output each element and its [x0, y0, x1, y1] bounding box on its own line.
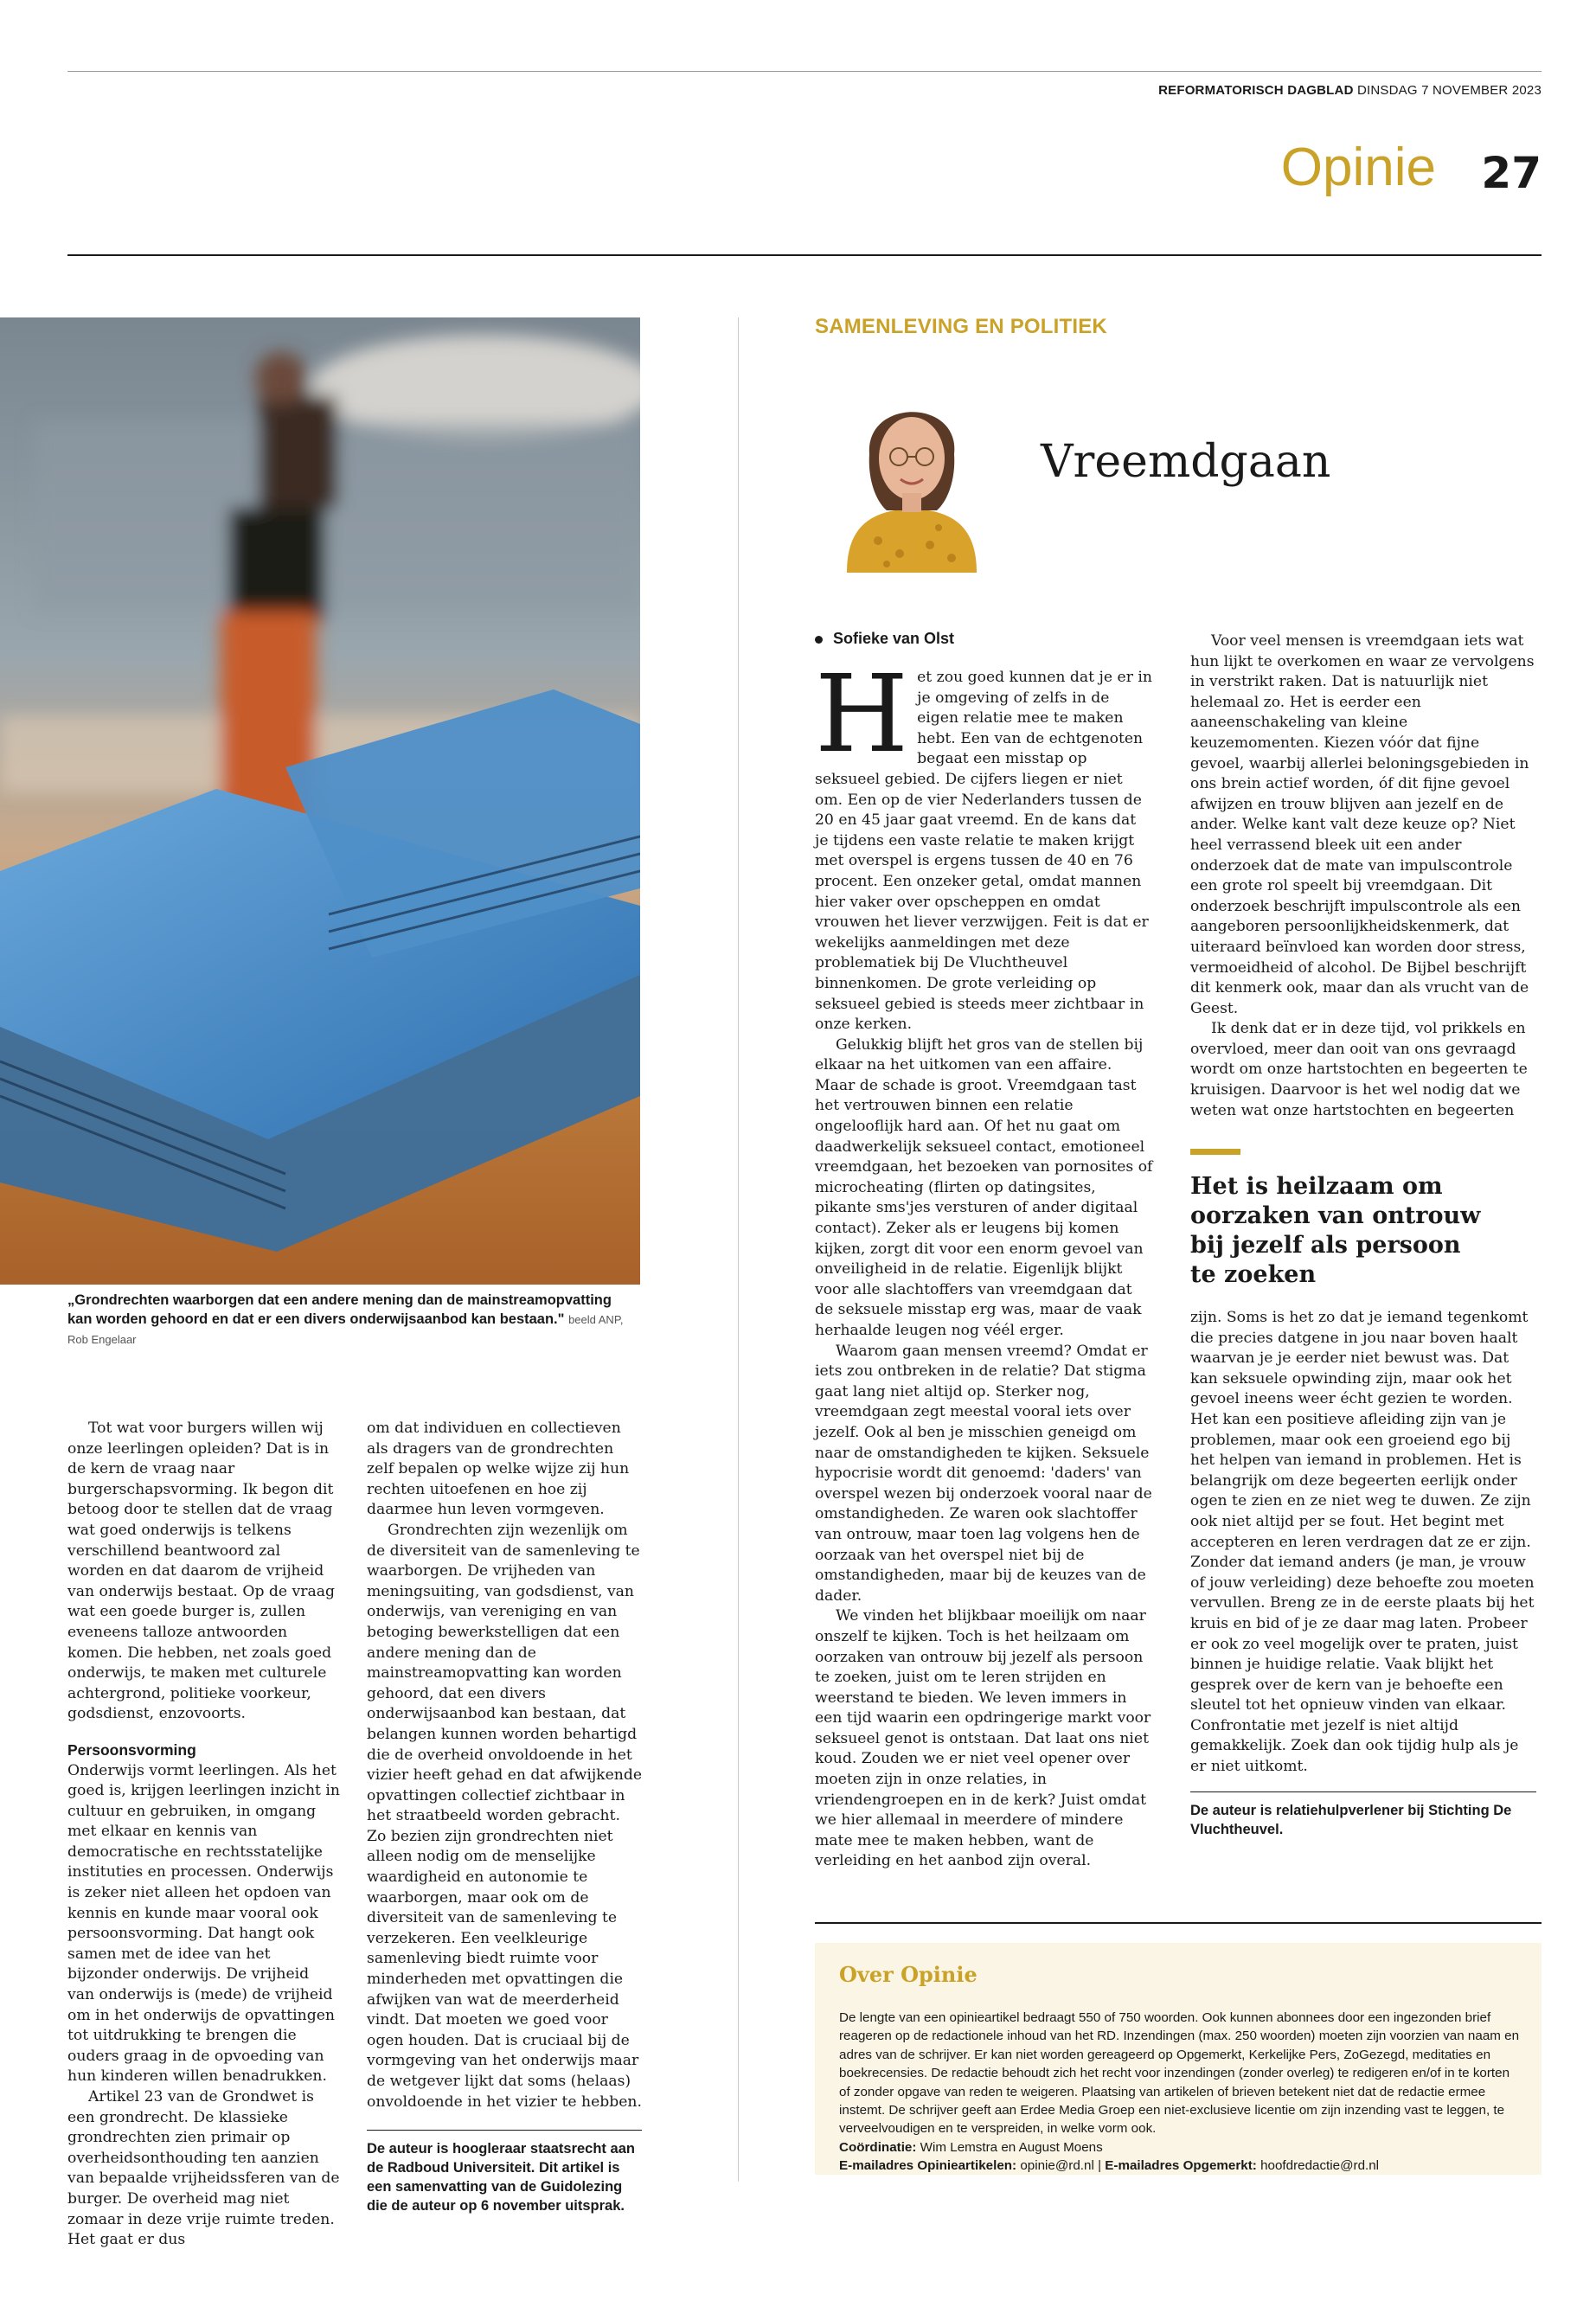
page-number: 27: [1481, 148, 1542, 198]
email-opinie-label: E-mailadres Opinieartikelen:: [839, 2158, 1017, 2174]
email-opinie-link[interactable]: opinie@rd.nl: [1020, 2158, 1094, 2174]
coordination: Wim Lemstra en August Moens: [920, 2139, 1103, 2155]
separator: |: [1098, 2158, 1102, 2174]
info-box: [815, 1943, 1542, 2175]
column-divider: [738, 317, 739, 2182]
right-article-column-2-continued: [1190, 1308, 1536, 1839]
article-photo: [0, 317, 640, 1285]
section-title: Opinie: [1280, 138, 1436, 197]
photo-illustration: [0, 317, 640, 1285]
quote-accent-bar: [1190, 1149, 1240, 1155]
subheading: Persoonsvorming: [67, 1740, 196, 1759]
header-rule: [67, 254, 1542, 256]
coordination-label: Coördinatie:: [839, 2139, 917, 2155]
right-article-column-2: [1190, 631, 1536, 1121]
paragraph: Gelukkig blijft het gros van de stellen bij elkaar na het uitkomen van een affaire. Maar de schade is groot. Vreemdgaan tast het vertrouwen binnen een relatie ongelooflijk hard aan. Of het nu gaat om daadwerkelijk seksueel contact, emotioneel vreemdgaan, het bezoeken van pornosites of microcheating (flirten op datingsites, pikante sms'jes versturen of ander digitaal contact). Zeker als er leugens bij komen kijken, zorgt dit voor een enorm gevoel van onveiligheid in de relatie. Eigenlijk blijkt voor alle slachtoffers van vreemdgaan dat de seksuele misstap erg was, maar de vaak herhaalde leugen nog véél erger.: [815, 1035, 1153, 1339]
left-article-column-2: [367, 1419, 642, 2215]
email-opgemerkt-link[interactable]: hoofdredactie@rd.nl: [1260, 2158, 1380, 2174]
paragraph: Voor veel mensen is vreemdgaan iets wat hun lijkt te overkomen en waar ze vervolgens in verstrikt raken. Dat is natuurlijk niet helemaal zo. Het is eerder een aaneenschakeling van kleine keuzemomenten. Kiezen vóór dat fijne gevoel, waarbij allerlei beloningsgebieden in ons brein actief worden, óf dit fijne gevoel afwijzen en trouw blijven aan jezelf en de ander. Welke kant valt deze keuze op? Niet heel verrassend bleek uit een ander onderzoek dat de mate van impulscontrole een grote rol speelt bij vreemdgaan. Dit onderzoek beschrijft impulscontrole als een aangeboren persoonlijkheidskenmerk, dat uiteraard beïnvloed kan worden door stress, vermoeidheid of alcohol. De Bijbel beschrijft dit kenmerk ook, maar dan als vrucht van de Geest.: [1190, 632, 1535, 1017]
kicker: SAMENLEVING EN POLITIEK: [815, 315, 1107, 338]
paragraph: Grondrechten zijn wezenlijk om de diversiteit van de samenleving te waarborgen. De vrijheden van meningsuiting, van godsdienst, van onderwijs, van vereniging en van betoging bewerkstelligen dat een andere mening dan de mainstreamopvatting kan worden gehoord, dat een divers onderwijsaanbod kan bestaan, dat belangen kunnen worden behartigd die de overheid onvoldoende in het vizier heeft gehad en dat afwijkende opvattingen collectief zichtbaar in het straatbeeld worden gebracht. Zo bezien zijn grondrechten niet alleen nodig om de menselijke waardigheid en autonomie te waarborgen, maar ook om de diversiteit van de samenleving te verzekeren. Een veelkleurige samenleving biedt ruimte voor minderheden met opvattingen die afwijken van wat de meerderheid vindt. Dat moeten we goed voor ogen houden. Dat is cruciaal bij de vormgeving van het onderwijs maar de wetgever lijkt dat soms (helaas) onvoldoende in het vizier te hebben.: [367, 1521, 643, 2111]
photo-credit: beeld ANP, Rob Engelaar: [67, 1313, 624, 1346]
byline: [815, 630, 954, 648]
box-rule: [815, 1922, 1542, 1924]
right-article-column-1: [815, 652, 1154, 1872]
author-note: De auteur is hoogleraar staatsrecht aan de Radboud Universiteit. Dit artikel is een samenvatting van de Guidolezing die de auteur op 6 november uitsprak.: [367, 2130, 642, 2215]
paragraph: om dat individuen en collectieven als dragers van de grondrechten zelf bepalen op welke wijze zij hun rechten uitoefenen en hoe zij daarmee hun leven vormgeven.: [367, 1420, 630, 1519]
pull-quote: Het is heilzaam om oorzaken van ontrouw bij jezelf als persoon te zoeken: [1190, 1173, 1481, 1288]
paragraph: Onderwijs vormt leerlingen. Als het goed is, krijgen leerlingen inzicht in cultuur en gebruiken, in omgang met elkaar en kennis van democratische en rechtsstatelijke instituties en processen. Onderwijs is zeker niet alleen het opdoen van kennis en kunde maar vooral ook persoonsvorming. Dat hangt ook samen met de idee van het bijzonder onderwijs. De vrijheid van onderwijs is (mede) de vrijheid om in het onderwijs de opvattingen tot uitdrukking te brengen die ouders graag in de opvoeding van hun kinderen willen benadrukken.: [67, 1761, 340, 2086]
drop-cap: H: [815, 652, 909, 777]
bullet-icon: [815, 636, 823, 644]
article-headline: Vreemdgaan: [1041, 436, 1331, 488]
caption-text: „Grondrechten waarborgen dat een andere mening dan de mainstreamopvatting kan worden gehoord en dat er een divers onderwijsaanbod kan bestaan.": [67, 1292, 612, 1327]
paragraph: Artikel 23 van de Grondwet is een grondrecht. De klassieke grondrechten zien primair op overheidsonthouding ten aanzien van bepaalde vrijheidssferen van de burger. De overheid mag niet zomaar in deze vrije ruimte treden. Het gaat er dus: [67, 2088, 340, 2249]
masthead-rule: [67, 71, 1542, 72]
info-box-body: [839, 2009, 1521, 2176]
lead-text: et zou goed kunnen dat je er in je omgeving of zelfs in de eigen relatie mee te maken hebt. Een van de echtgenoten begaat een misstap op seksueel gebied. De cijfers liegen er niet om. Een op de vier Nederlanders tussen de 20 en 45 jaar gaat vreemd. En de kans dat je tijdens een vaste relatie te maken krijgt met overspel is ergens tussen de 40 en 76 procent. Een onzeker getal, omdat mannen hier vaker over opscheppen en omdat vrouwen het liever verzwijgen. Feit is dat er wekelijks aanmeldingen met deze problematiek bij De Vluchtheuvel binnenkomen. De grote verleiding op seksueel gebied is steeds meer zichtbaar in onze kerken.: [815, 669, 1152, 1034]
paragraph: zijn. Soms is het zo dat je iemand tegenkomt die precies datgene in jou naar boven haalt waarvan je je eerder niet bewust was. Dat kan seksuele opwinding zijn, maar ook het gevoel ineens weer écht gezien te worden. Het kan een positieve afleiding zijn van je problemen, maar ook een groeiend ego bij het helpen van iemand in problemen. Het is belangrijk om deze begeerten eerlijk onder ogen te zien en ze niet weg te duwen. Ze zijn ook niet altijd per se fout. Het begint met accepteren en leren verdragen dat ze er zijn. Zonder dat iemand anders (je man, je vrouw of jouw verleiding) deze behoefte zou moeten vervullen. Breng ze in de eerste plaats bij het kruis en bid of je ze daar mag laten. Probeer er ook zo veel mogelijk over te praten, juist binnen je huidige relatie. Vaak blijkt het gesprek over de kern van je behoefte een sleutel tot het opnieuw vinden van elkaar. Confrontatie met jezelf is niet altijd gemakkelijk. Zoek dan ook tijdig hulp als je er niet uitkomt.: [1190, 1309, 1535, 1776]
masthead: [1158, 83, 1542, 98]
photo-caption: [67, 1291, 638, 1349]
paragraph: [815, 652, 1154, 1035]
author-note: De auteur is relatiehulpverlener bij Stichting De Vluchtheuvel.: [1190, 1791, 1536, 1839]
portrait-illustration: [835, 372, 989, 573]
paragraph: Ik denk dat er in deze tijd, vol prikkels en overvloed, meer dan ooit van ons gevraagd wordt om onze hartstochten en begeerten te kruisigen. Daarvoor is het wel nodig dat we weten wat onze hartstochten en begeerten: [1190, 1020, 1528, 1119]
info-box-title: Over Opinie: [839, 1962, 977, 1987]
paper-name: REFORMATORISCH DAGBLAD: [1158, 83, 1354, 98]
issue-date: DINSDAG 7 NOVEMBER 2023: [1356, 83, 1542, 98]
paragraph: Waarom gaan mensen vreemd? Omdat er iets zou ontbreken in de relatie? Dat stigma gaat lang niet altijd op. Sterker nog, vreemdgaan zegt meestal vooral iets over jezelf. Ook al ben je misschien geneigd om naar de omstandigheden te kijken. Seksuele hypocrisie wordt dit genoemd: 'daders' van overspel wezen bij onderzoek vooral naar de omstandigheden. Ze waren ook slachtoffer van ontrouw, maar toen lag volgens hen de oorzaak van het overspel niet bij de omstandigheden, maar bij de keuzes van de dader.: [815, 1342, 1152, 1605]
paragraph: Tot wat voor burgers willen wij onze leerlingen opleiden? Dat is in de kern de vraag naar burgerschapsvorming. Ik begon dit betoog door te stellen dat de vraag wat goed onderwijs is telkens verschillend beantwoord zal worden en dat daarom de vrijheid van onderwijs bestaat. Op de vraag wat een goede burger is, zullen eveneens talloze antwoorden komen. Die hebben, net zoals goed onderwijs, te maken met culturele achtergrond, politieke voorkeur, godsdienst, enzovoorts.: [67, 1420, 335, 1723]
author-name: Sofieke van Olst: [833, 630, 955, 647]
author-portrait: [835, 372, 989, 573]
info-box-text: De lengte van een opinieartikel bedraagt 550 of 750 woorden. Ook kunnen abonnees door een ingezonden brief reageren op de redactionele inhoud van het RD. Inzendingen (max. 250 woorden) moeten zijn voorzien van naam en adres van de schrijver. Er kan niet worden gereageerd op Opgemerkt, Kerkelijke Pers, ZoGezegd, meditaties en boekrecensies. De redactie behoudt zich het recht voor inzendingen (zonder overleg) te redigeren en/of in te korten of zonder opgave van reden te weigeren. Plaatsing van artikelen of brieven betekent niet dat de redactie ermee instemt. De schrijver geeft aan Erdee Media Groep een niet-exclusieve licentie om zijn inzending vast te leggen, te verveelvoudigen en te verspreiden, in welke vorm ook.: [839, 2010, 1520, 2137]
email-opgemerkt-label: E-mailadres Opgemerkt:: [1105, 2158, 1257, 2174]
paragraph: We vinden het blijkbaar moeilijk om naar onszelf te kijken. Toch is het heilzaam om oorzaken van ontrouw bij jezelf als persoon te zoeken, juist om te leren strijden en weerstand te bieden. We leven immers in een tijd waarin een opdringerige markt voor seksueel genot is ontstaan. Dat laat ons niet koud. Zouden we er niet veel opener over moeten zijn in onze relaties, in vriendengroepen en in de kerk? Juist omdat we hier allemaal in meerdere of mindere mate mee te maken hebben, want de verleiding en het aanbod zijn overal.: [815, 1607, 1151, 1870]
left-article-column-1: [67, 1419, 340, 2251]
